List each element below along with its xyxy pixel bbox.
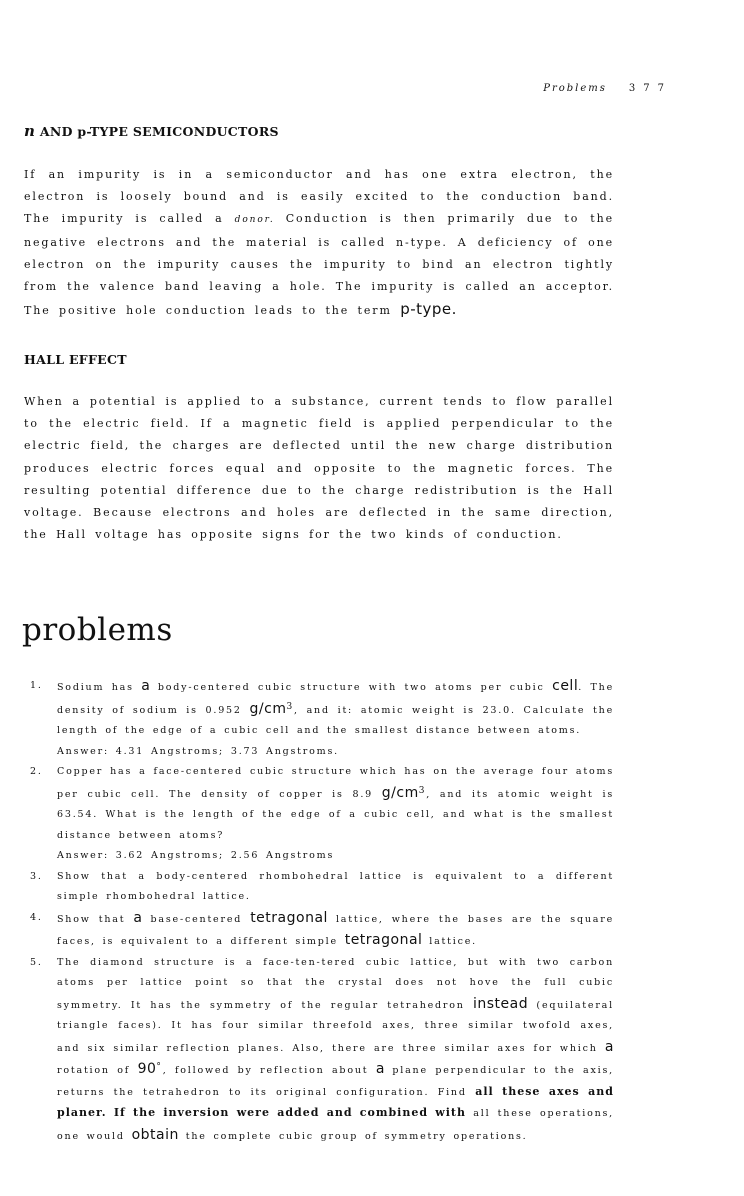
running-head [543, 83, 672, 94]
section-heading-semiconductors: n AND p-TYPE SEMICONDUCTORS [24, 122, 279, 140]
problems-title: problems [22, 612, 173, 648]
paragraph-semiconductors: If an impurity is in a semiconductor and has one extra electron, the electron is loosely bound and is easily excited to the conduction band. The impurity is called a donor. Conduction is then primarily due to the negative electrons and the material is called n-type. A deficiency of one electron on the impurity causes the impurity to bind an electron tightly from the valence band leaving a hole. The impurity is called an acceptor. The positive hole conduction leads to the term p-type. [24, 168, 614, 319]
section-semiconductors [24, 122, 614, 322]
section-hall-effect [24, 352, 614, 546]
page-number: 377 [628, 83, 672, 94]
answer-1: Answer: 4.31 Angstroms; 3.73 Angstroms. [57, 745, 339, 757]
paragraph-hall-effect: When a potential is applied to a substance, current tends to flow parallel to the electric field. If a magnetic field is applied perpendicular to the electric field, the charges are deflected until the new charge distribution produces electric forces equal and opposite to the magnetic forces. The resulting potential difference due to the charge redistribution is the Hall voltage. Because electrons and holes are deflected in the same direction, the Hall voltage has opposite signs for the two kinds of conduction. [24, 395, 614, 542]
problems-list [30, 676, 614, 1147]
problem-item-1: 1. Sodium has a body-centered cubic structure with two atoms per cubic cell. The density of sodium is 0.952 $g/cm^3$, and it: atomic weight is 23.0. Calculate the length of the edge of a cubic cell and the smallest distance between atoms. Answer: 4.31 Angstroms; 3.73 Angstroms. [30, 676, 614, 762]
section-heading-hall-effect: HALL EFFECT [24, 352, 127, 367]
problem-item-5: 5. The diamond structure is a face-ten-tered cubic lattice, but with two carbon atoms per lattice point so that the crystal does not hove the full cubic symmetry. It has the symmetry of the regular tetrahedron instead (equilateral triangle faces). It has four similar threefold axes, three similar twofold axes, and six similar reflection planes. Also, there are three similar axes for which a rotation of 90°, followed by reflection about a plane perpendicular to the axis, returns the tetrahedron to its original configuration. Find all these axes and planer. If the inversion were added and combined with all these operations, one would obtain the complete cubic group of symmetry operations. [30, 956, 614, 1143]
answer-2: Answer: 3.62 Angstroms; 2.56 Angstroms [57, 850, 335, 861]
problem-item-2: 2. Copper has a face-centered cubic structure which has on the average four atoms per cubic cell. The density of copper is 8.9 $g/cm^3$, and its atomic weight is 63.54. What is the length of the edge of a cubic cell, and what is the smallest distance between atoms? Answer: 3.62 Angstroms; 2.56 Angstroms [30, 762, 614, 867]
problem-item-4: 4. Show that a base-centered tetragonal lattice, where the bases are the square faces, is equivalent to a different simple tetragonal lattice. [30, 909, 614, 948]
term-donor: donor. [234, 215, 275, 226]
running-head-title: Problems [543, 83, 607, 94]
problem-item-3: 3. Show that a body-centered rhombohedral lattice is equivalent to a different simple rhombohedral lattice. [30, 870, 614, 902]
term-ptype: p-type. [400, 300, 457, 319]
